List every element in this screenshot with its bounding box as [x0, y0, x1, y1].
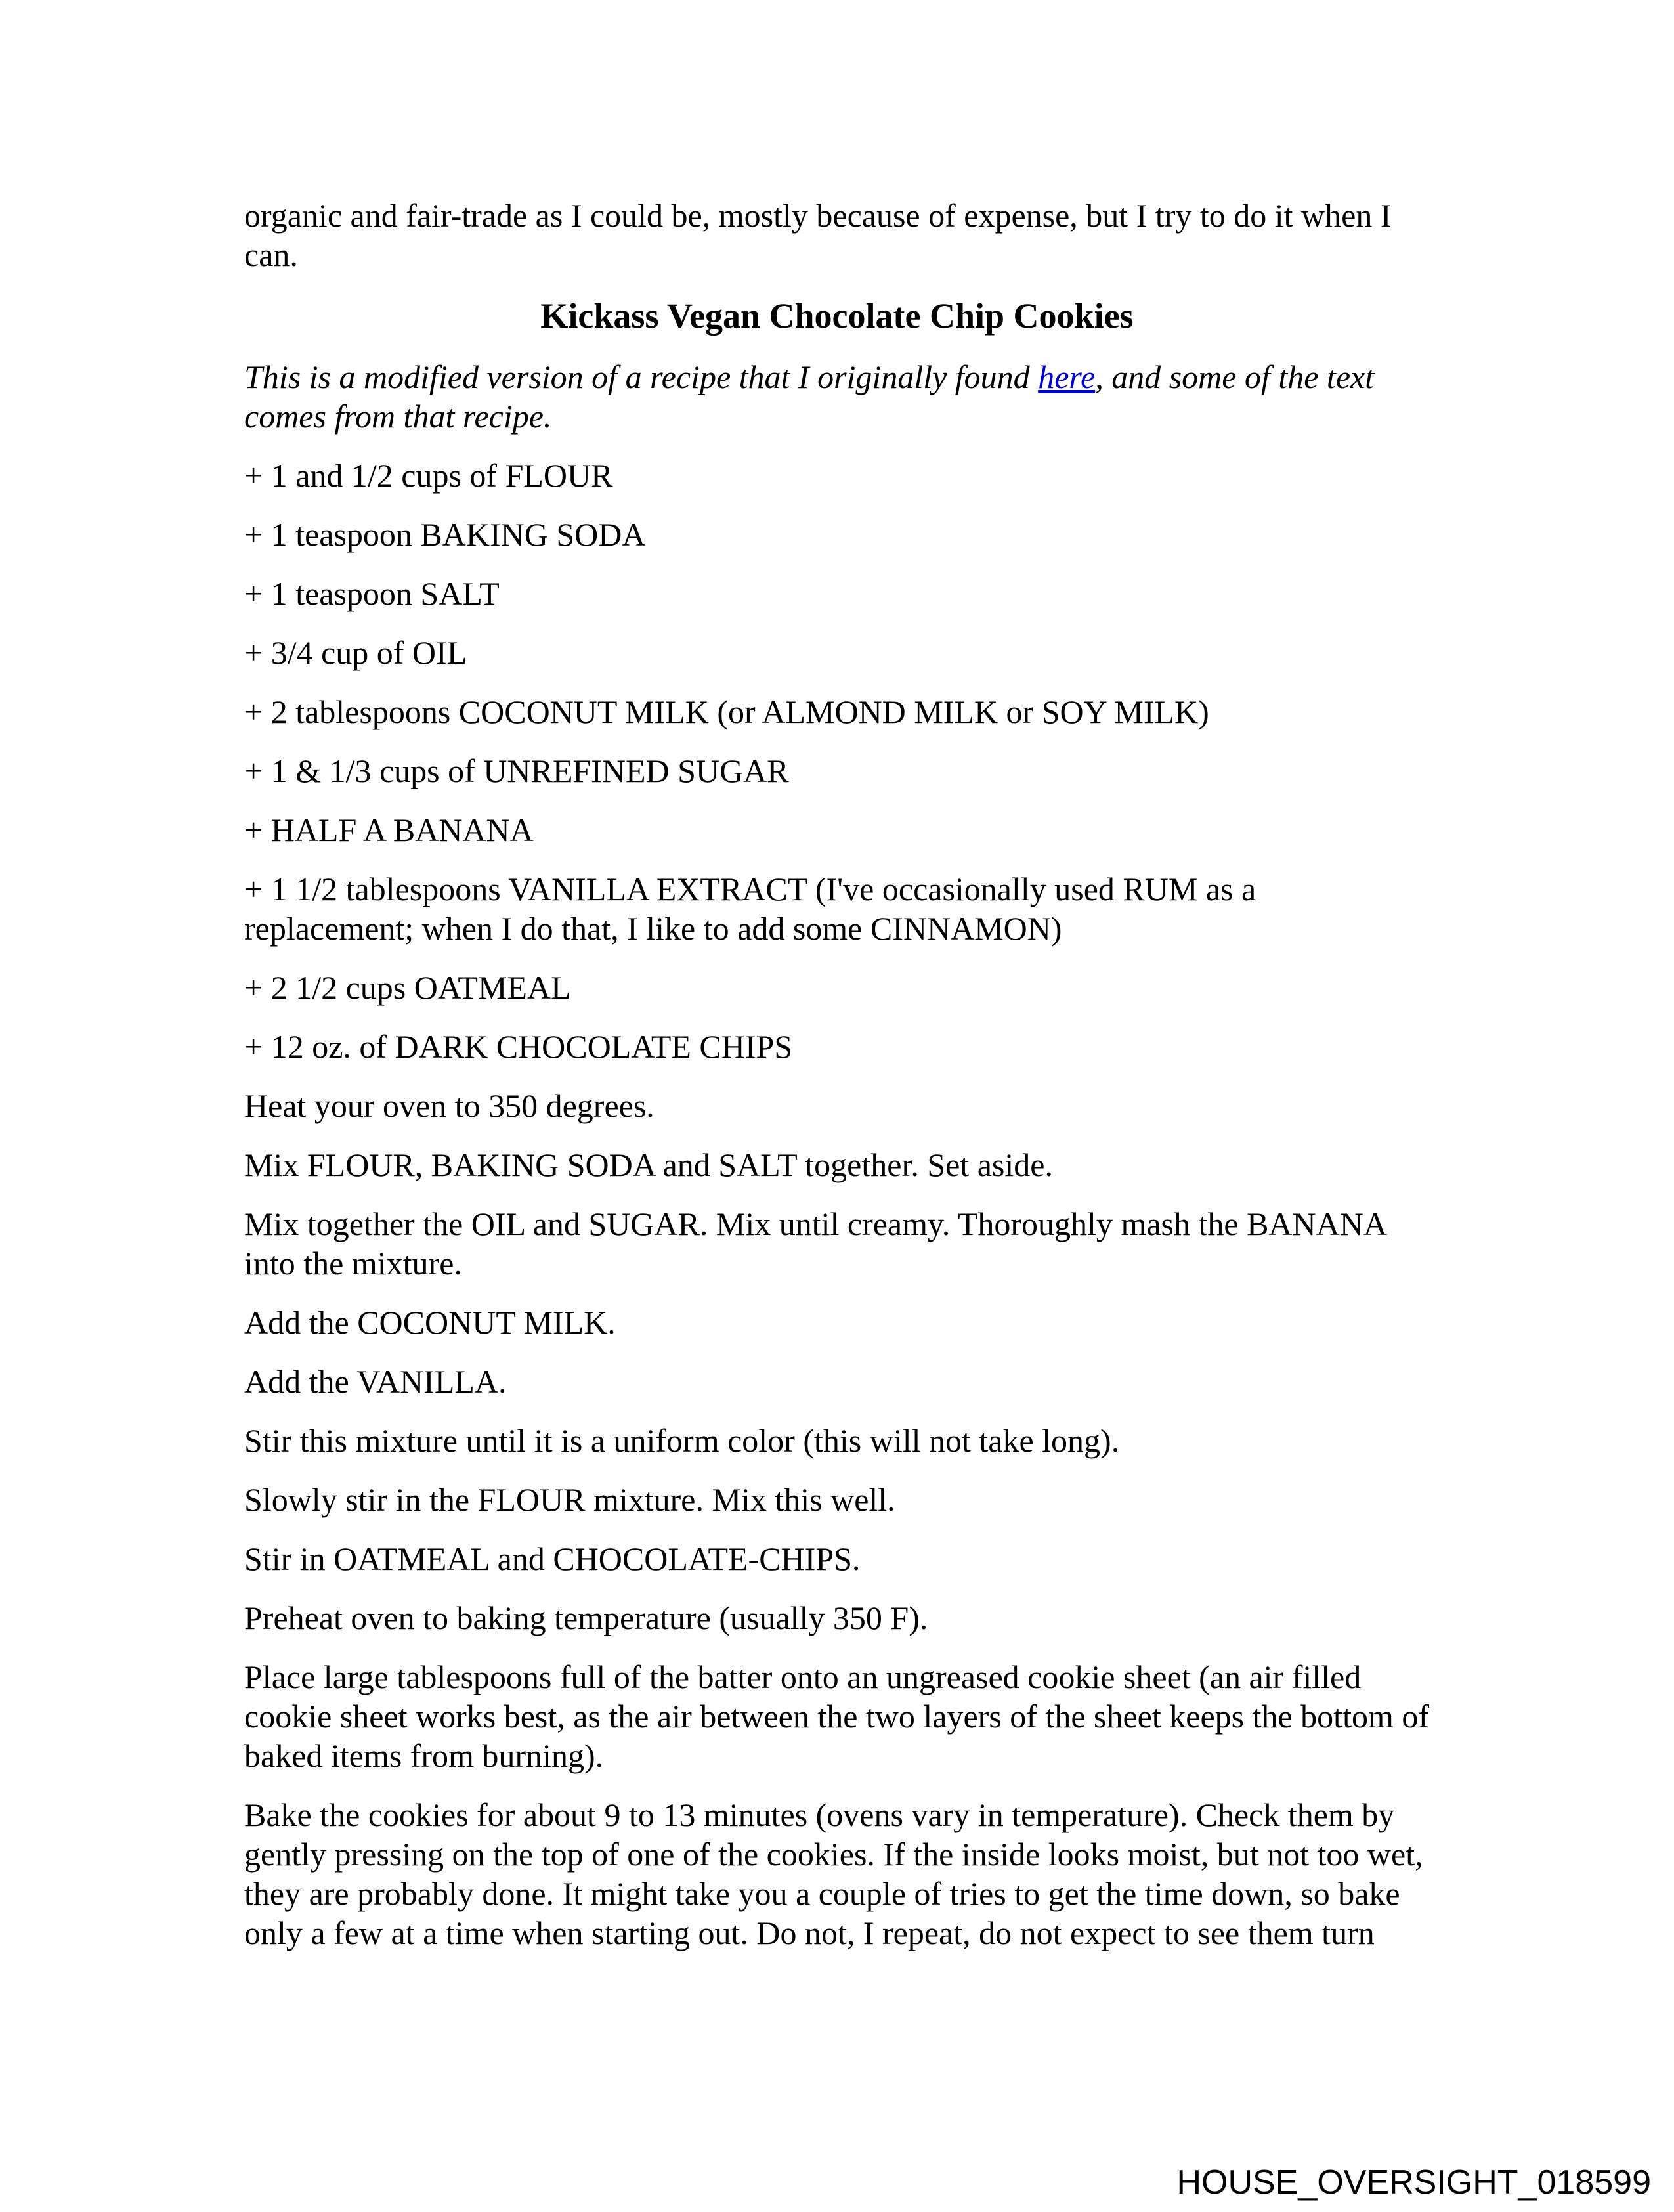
note-text-before-link: This is a modified version of a recipe that I originally found	[244, 358, 1039, 395]
step-paragraph: Stir in OATMEAL and CHOCOLATE-CHIPS.	[244, 1540, 861, 1577]
step-paragraph: Bake the cookies for about 9 to 13 minutes (ovens vary in temperature). Check them by gently pressing on the top of one of the cookies. If the inside looks moist, but not too wet, they are probably done. It might take you a couple of tries to get the time down, so bake only a few at a time when starting out. Do not, I repeat, do not expect to see them turn	[244, 1796, 1423, 1951]
step-paragraph: Add the COCONUT MILK.	[244, 1304, 616, 1341]
ingredient-line: + 1 teaspoon BAKING SODA	[244, 516, 646, 553]
note-text-after-link: , and some of the text comes from that recipe.	[244, 358, 1375, 435]
step-paragraph: Mix FLOUR, BAKING SODA and SALT together. Set aside.	[244, 1146, 1053, 1183]
step-paragraph: Preheat oven to baking temperature (usually 350 F).	[244, 1599, 928, 1636]
document-body	[244, 196, 1430, 1972]
step-paragraph: Mix together the OIL and SUGAR. Mix until creamy. Thoroughly mash the BANANA into the mixture.	[244, 1205, 1386, 1282]
recipe-title: Kickass Vegan Chocolate Chip Cookies	[540, 296, 1134, 336]
step-paragraph: Slowly stir in the FLOUR mixture. Mix this well.	[244, 1481, 895, 1518]
ingredient-line: + 3/4 cup of OIL	[244, 634, 467, 671]
ingredient-line: + 12 oz. of DARK CHOCOLATE CHIPS	[244, 1028, 793, 1065]
ingredient-line: + 1 and 1/2 cups of FLOUR	[244, 457, 613, 494]
ingredient-line: + 2 tablespoons COCONUT MILK (or ALMOND MILK or SOY MILK)	[244, 693, 1209, 730]
step-paragraph: Heat your oven to 350 degrees.	[244, 1087, 655, 1124]
ingredient-line: + HALF A BANANA	[244, 812, 534, 848]
ingredient-line: + 2 1/2 cups OATMEAL	[244, 969, 571, 1006]
step-paragraph: Place large tablespoons full of the batter onto an ungreased cookie sheet (an air filled cookie sheet works best, as the air between the two layers of the sheet keeps the bottom of baked items from burning).	[244, 1659, 1430, 1774]
recipe-source-note	[244, 357, 1430, 436]
source-link[interactable]: here	[1038, 358, 1096, 395]
step-paragraph: Stir this mixture until it is a uniform color (this will not take long).	[244, 1422, 1120, 1459]
bates-number: HOUSE_OVERSIGHT_018599	[1176, 2163, 1651, 2201]
step-paragraph: Add the VANILLA.	[244, 1363, 507, 1400]
ingredient-line: + 1 & 1/3 cups of UNREFINED SUGAR	[244, 752, 789, 789]
ingredient-line: + 1 teaspoon SALT	[244, 575, 500, 612]
intro-paragraph: organic and fair-trade as I could be, mostly because of expense, but I try to do it when I can.	[244, 197, 1392, 273]
ingredient-line: + 1 1/2 tablespoons VANILLA EXTRACT (I've occasionally used RUM as a replacement; when I do that, I like to add some CINNAMON)	[244, 871, 1256, 947]
